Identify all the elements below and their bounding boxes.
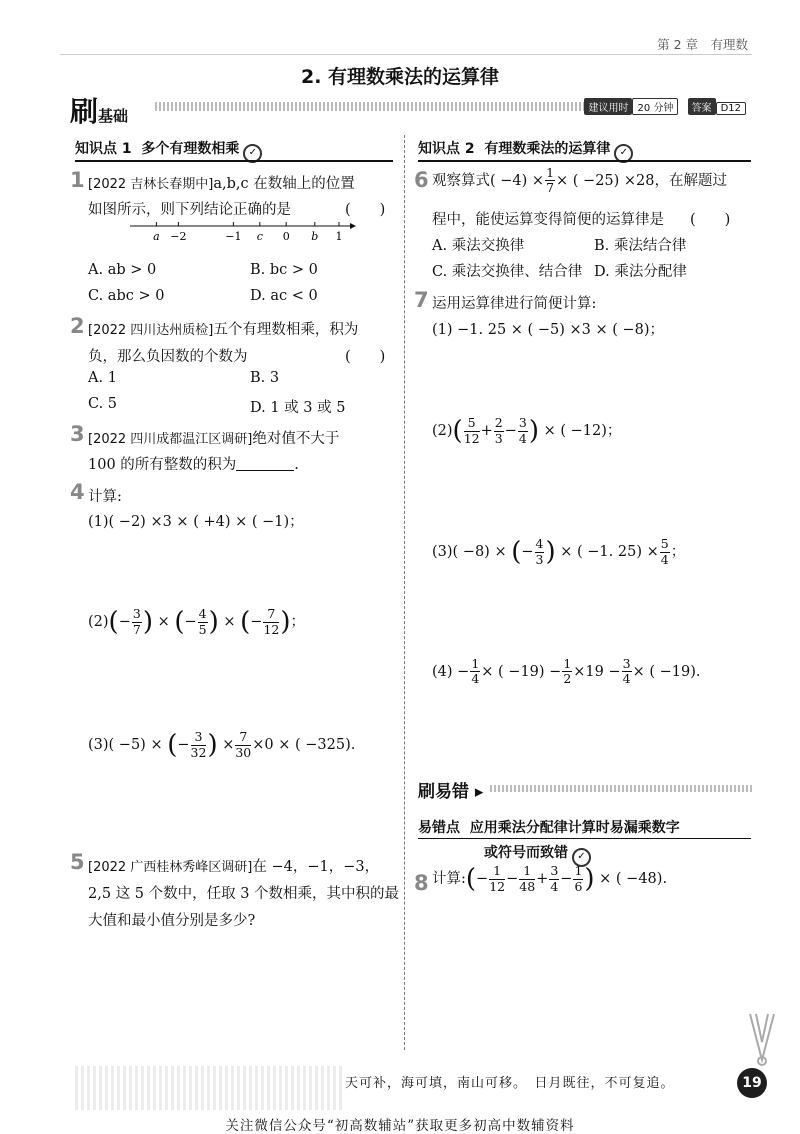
q2-option-d: D. 1 或 3 或 5: [250, 400, 346, 416]
question-2-paren: ( ): [345, 349, 386, 365]
answer-label: 答案: [688, 98, 716, 115]
question-4-title: 计算:: [88, 489, 122, 505]
question-2-line-2: 负，那么负因数的个数为: [88, 349, 248, 365]
kp1-title: 多个有理数相乘: [141, 141, 240, 157]
question-1-number: 1: [70, 168, 85, 192]
question-5-line-3: 大值和最小值分别是多少?: [88, 913, 256, 929]
q2-option-b: B. 3: [250, 370, 280, 386]
kp2-label: 知识点 2: [418, 141, 475, 157]
kp1-underline: [75, 160, 393, 162]
q4-part-1: (1)( −2) ×3 × ( +4) × ( −1)；: [88, 514, 304, 530]
page-number: 19: [737, 1068, 767, 1098]
wrong-dotted-bar: [490, 785, 752, 792]
wrong-prone-title-2: 或符号而致错 ✓: [484, 842, 591, 867]
time-label: 建议用时: [584, 98, 632, 115]
q1-option-b: B. bc > 0: [250, 262, 318, 278]
question-7-number: 7: [414, 288, 429, 312]
axis-label-6: 1: [335, 230, 343, 243]
q6-option-c: C. 乘法交换律、结合律: [432, 264, 583, 280]
q7-part-2: (2)( $\frac{5}{12}$ + $\frac{2}{3}$ − $\frac{3}{4}$ ) × ( −12)；: [432, 415, 622, 446]
q7-part-4: (4) − $\frac{1}{4}$ × ( −19) − $\frac{1}{2}$ ×19 − $\frac{3}{4}$ × ( −19).: [432, 656, 701, 687]
check-icon: ✓: [243, 144, 262, 163]
check-icon: ✓: [572, 848, 591, 867]
check-icon: ✓: [614, 144, 633, 163]
question-3-line-2: 100 的所有整数的积为 .: [88, 457, 299, 473]
q1-option-d: D. ac < 0: [250, 288, 318, 304]
answer-value: D12: [716, 102, 746, 115]
axis-label-2: −1: [225, 230, 242, 243]
question-1-line-2: 如图所示，则下列结论正确的是: [88, 202, 291, 218]
q1-option-a: A. ab > 0: [88, 262, 157, 278]
q4-part-2: (2)(− $\frac{3}{7}$ ) × (− $\frac{4}{5}$ ) × (− $\frac{7}{12}$ )；: [88, 606, 306, 637]
question-8: 计算:(− $\frac{1}{12}$ − $\frac{1}{48}$ + $\frac{3}{4}$ − $\frac{1}{6}$ ) × ( −48).: [432, 863, 668, 894]
paper-clip-icon: [742, 1012, 784, 1068]
question-6-line-1: 观察算式( −4) × $\frac{1}{7}$ × ( −25) ×28，在解题过: [432, 165, 728, 196]
question-4-number: 4: [70, 480, 85, 504]
question-8-number: 8: [414, 871, 429, 895]
question-3-line-1: [2022 四川成都温江区调研]绝对值不大于: [88, 431, 340, 447]
q2-option-c: C. 5: [88, 396, 118, 412]
axis-label-1: −2: [170, 230, 187, 243]
question-1-line-1: [2022 吉林长春期中]a,b,c 在数轴上的位置: [88, 176, 355, 192]
question-6-number: 6: [414, 168, 429, 192]
q4-part-3: (3)( −5) × (− $\frac{3}{32}$ ) × $\frac{7}{30}$ ×0 × ( −325).: [88, 729, 356, 760]
column-divider: [404, 135, 405, 1050]
question-2-number: 2: [70, 314, 85, 338]
wrong-underline: [418, 838, 751, 839]
q6-option-b: B. 乘法结合律: [594, 238, 687, 254]
q7-part-3: (3)( −8) × (− $\frac{4}{3}$ ) × ( −1. 25) × $\frac{5}{4}$ ；: [432, 536, 686, 567]
section-brand: [70, 90, 128, 130]
decorative-texture: [75, 1066, 345, 1110]
time-answer-info: [584, 98, 752, 115]
axis-label-3: c: [256, 230, 263, 243]
q2-option-a: A. 1: [88, 370, 117, 386]
time-value: 20 分钟: [632, 98, 678, 115]
brand-big: 刷: [70, 95, 99, 128]
q7-part-1: (1) −1. 25 × ( −5) ×3 × ( −8)；: [432, 322, 665, 338]
question-6-paren: ( ): [690, 212, 731, 228]
dotted-bar: [155, 102, 585, 111]
q1-option-c: C. abc > 0: [88, 288, 165, 304]
q6-option-a: A. 乘法交换律: [432, 238, 525, 254]
q6-option-d: D. 乘法分配律: [594, 264, 687, 280]
question-1-paren: ( ): [345, 202, 386, 218]
question-3-number: 3: [70, 422, 85, 446]
brand-small: 基础: [98, 107, 129, 125]
kp1-label: 知识点 1: [75, 141, 132, 157]
question-7-title: 运用运算律进行简便计算:: [432, 296, 597, 312]
axis-label-0: a: [153, 230, 160, 243]
kp2-title: 有理数乘法的运算律: [484, 141, 611, 157]
kp2-underline: [418, 160, 751, 162]
number-line-arrow: [350, 223, 356, 229]
question-5-number: 5: [70, 850, 85, 874]
chapter-label: 第 2 章 有理数: [657, 37, 748, 52]
question-6-line-2: 程中，能使运算变得简便的运算律是: [432, 212, 664, 228]
axis-label-5: b: [311, 230, 319, 243]
footer-motto: 天可补，海可填，南山可移。 日月既往，不可复追。: [345, 1076, 675, 1091]
answer-blank: [236, 456, 294, 471]
wrong-section-brand: 刷易错 ▸: [418, 782, 484, 802]
number-line: [128, 218, 358, 244]
footer-note: 关注微信公众号“初高数辅站”获取更多初高中数辅资料: [225, 1118, 575, 1134]
header-rule: [60, 54, 752, 55]
axis-label-4: 0: [282, 230, 290, 243]
page-title: 2. 有理数乘法的运算律: [300, 66, 500, 88]
wrong-prone-point: 易错点 应用乘法分配律计算时易漏乘数字: [418, 820, 680, 836]
question-5-line-2: 2,5 这 5 个数中，任取 3 个数相乘，其中积的最: [88, 886, 400, 902]
question-5-line-1: [2022 广西桂林秀峰区调研]在 −4，−1，−3，: [88, 859, 380, 875]
question-2-line-1: [2022 四川达州质检]五个有理数相乘，积为: [88, 322, 359, 338]
